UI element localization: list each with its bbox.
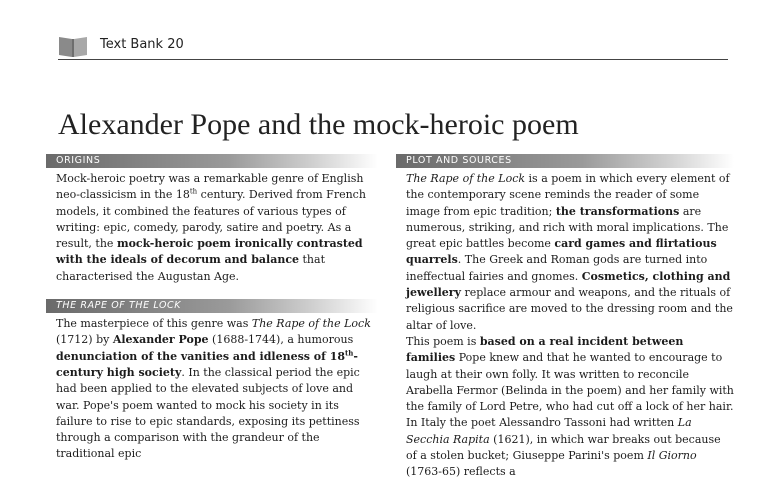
text-bank-label: Text Bank 20 (100, 37, 184, 52)
section-heading-plot-and-sources: PLOT AND SOURCES (396, 154, 734, 168)
plot-paragraph: The Rape of the Lock is a poem in which every element of the contemporary scene reminds the reader of some image from epic tradition; the transformations are numerous, striking, and rich with moral implications. The great epic battles become card games and flirtatious quarrels. The Greek and Roman gods are turned into ineffectual fairies and gnomes. Cosmetics, clothing and jewellery replace armour and weapons, and the rituals of religious sacrifice are moved to the dressing room and the altar of love. (406, 172, 733, 332)
origins-paragraph: Mock-heroic poetry was a remarkable genre of English neo-classicism in the 18th century. Derived from French models, it combined the features of various types of writing: epic, comedy, parody, satire and poetry. As a result, the mock-heroic poem ironically contrasted with the ideals of decorum and balance that characterised the Augustan Age. (56, 172, 366, 283)
right-column (396, 154, 734, 481)
page-title: Alexander Pope and the mock-heroic poem (58, 108, 579, 141)
rape-of-the-lock-paragraph: The masterpiece of this genre was The Rape of the Lock (1712) by Alexander Pope (1688-1744), a humorous denunciation of the vanities and idleness of 18th-century high society. In the classical period the epic had been applied to the elevated subjects of love and war. Pope's poem wanted to mock his society in its failure to rise to epic standards, exposing its pettiness through a comparison with the grandeur of the traditional epic (56, 317, 371, 461)
sources-paragraph: This poem is based on a real incident between families Pope knew and that he wanted to encourage to laugh at their own folly. It was written to reconcile Arabella Fermor (Belinda in the poem) and her family with the family of Lord Petre, who had cut off a lock of her hair. In Italy the poet Alessandro Tassoni had written La Secchia Rapita (1621), in which war breaks out because of a stolen bucket; Giuseppe Parini's poem Il Giorno (1763-65) reflects a (406, 334, 734, 479)
book-icon (58, 34, 88, 58)
running-header (58, 34, 728, 60)
header-rule (58, 59, 728, 60)
section-heading-origins: ORIGINS (46, 154, 378, 168)
section-heading-rape-of-the-lock: THE RAPE OF THE LOCK (46, 299, 378, 313)
left-column (46, 154, 378, 463)
